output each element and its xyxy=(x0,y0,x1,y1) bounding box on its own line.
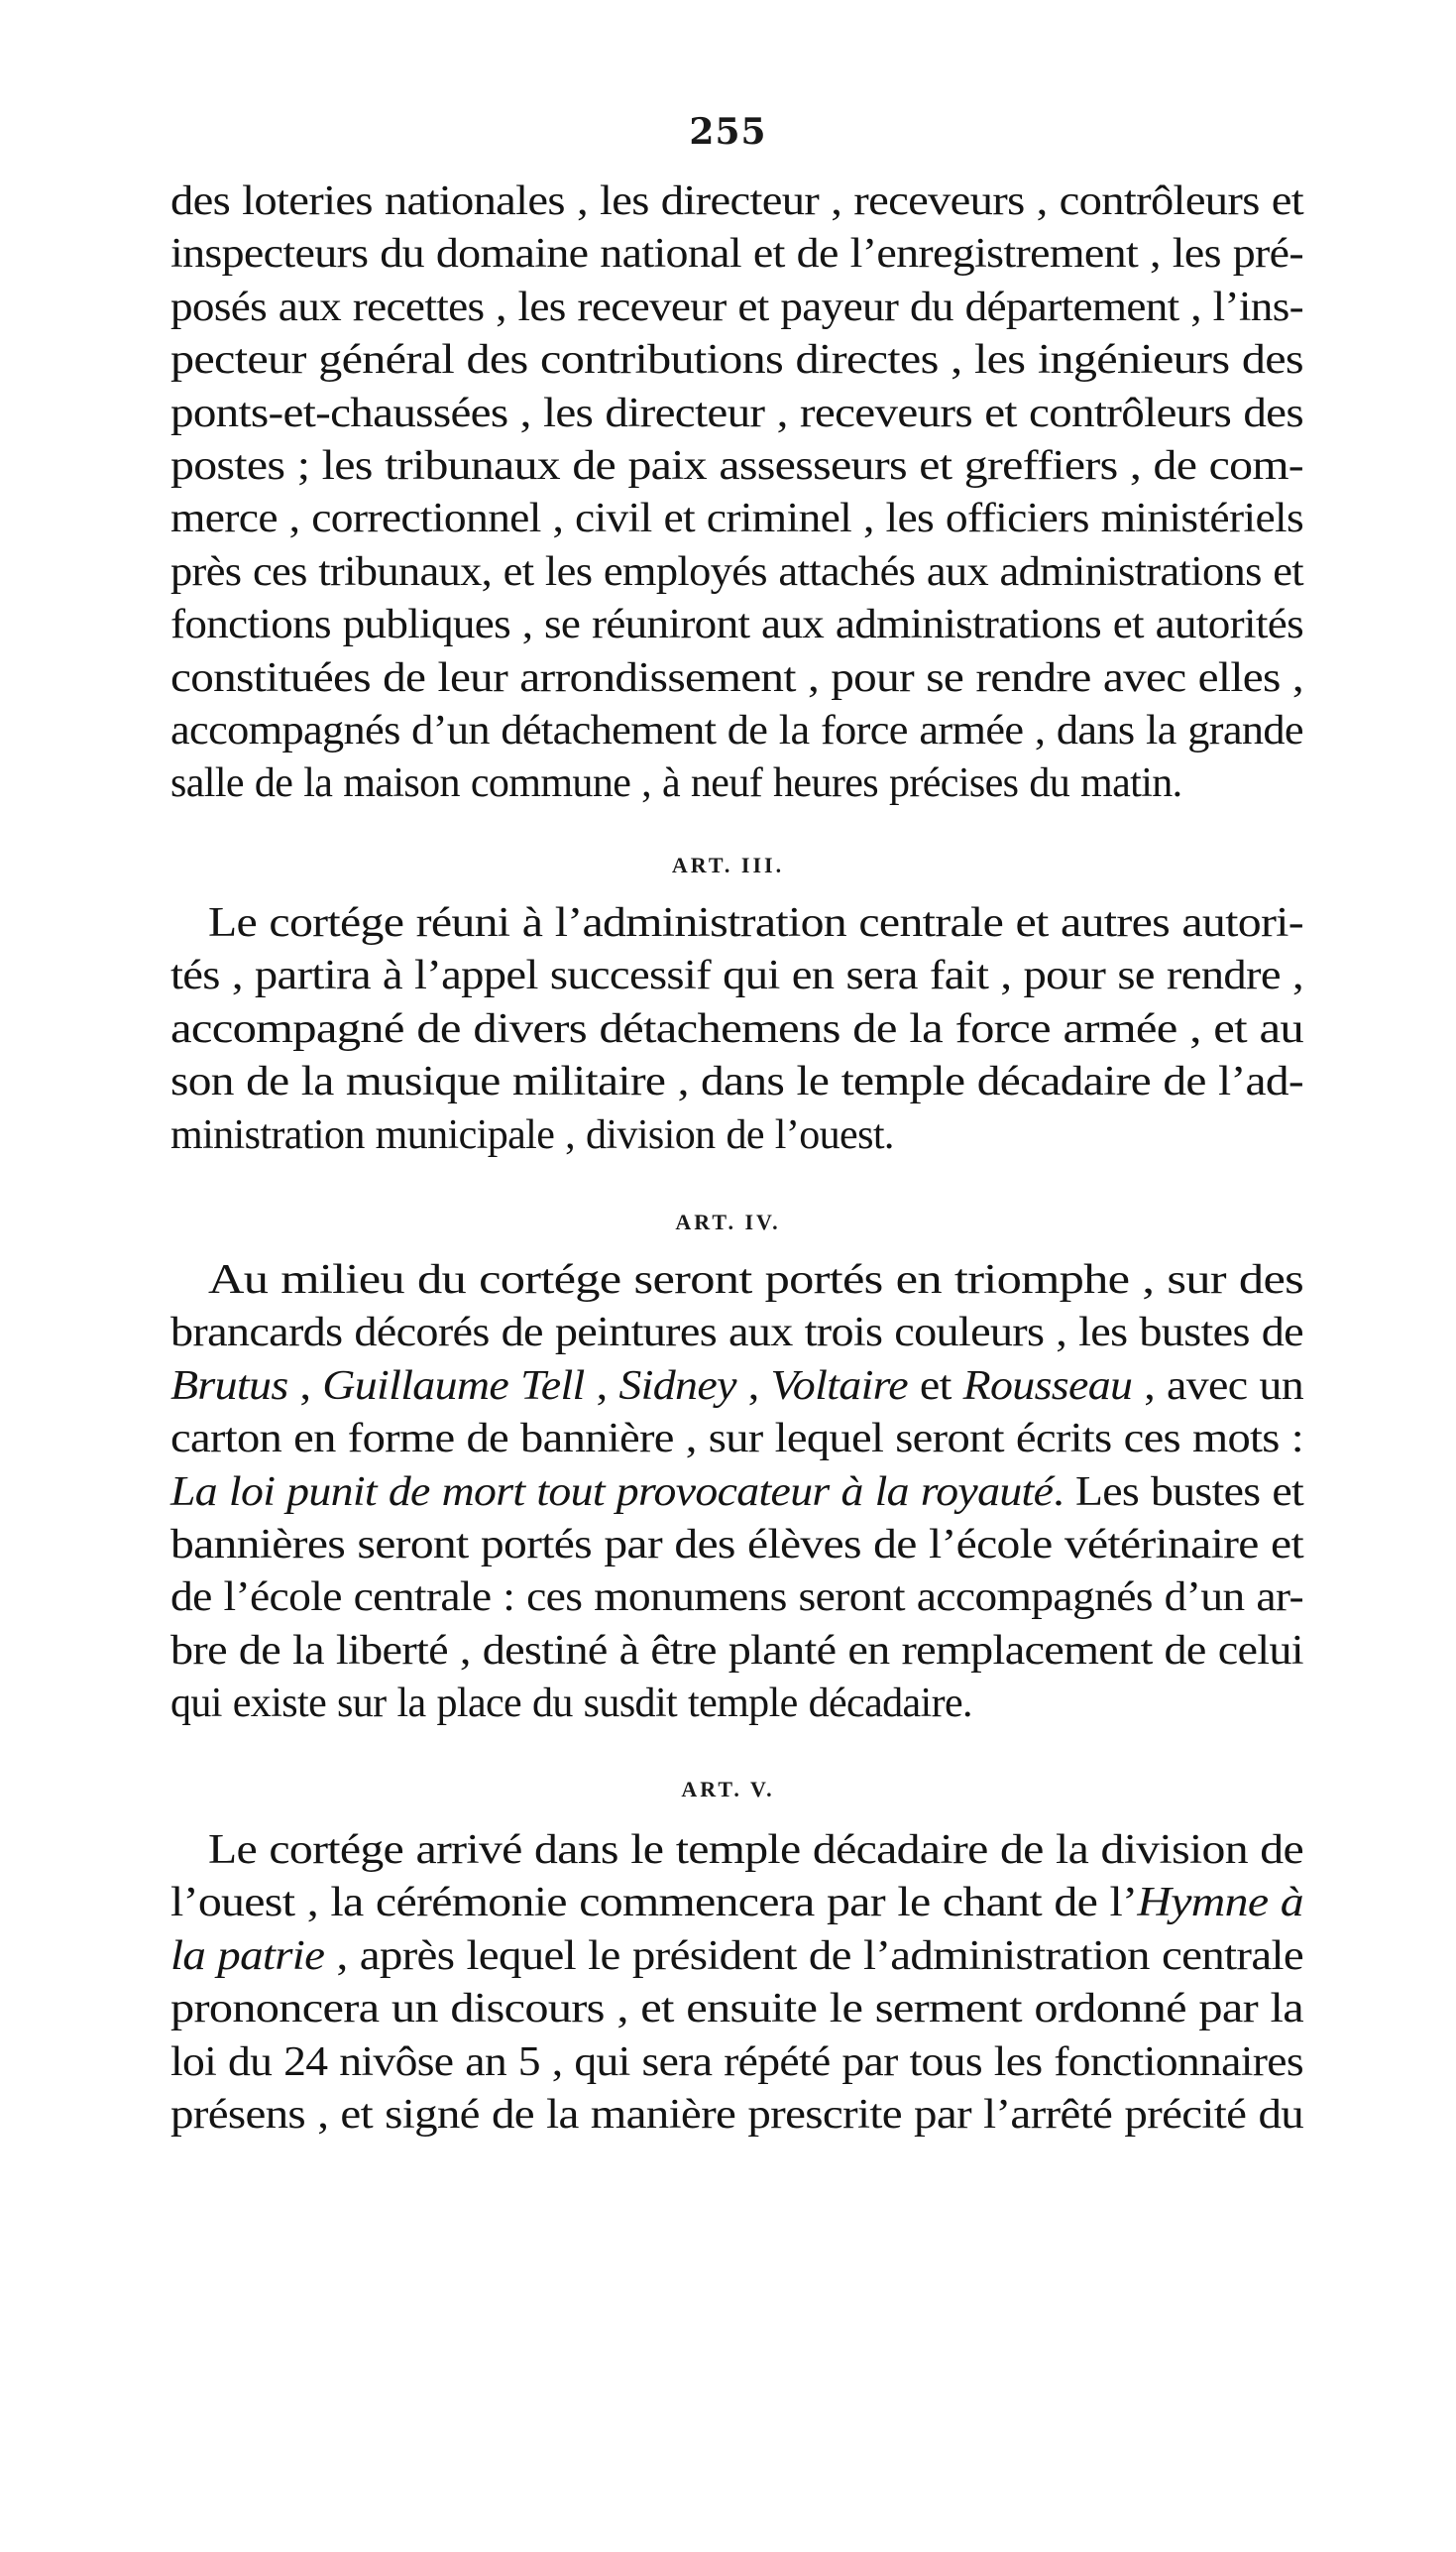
text-line: Le cortége réuni à l’administration centrale et autres autori- xyxy=(208,900,1304,946)
text-line-hymne: l’ouest , la cérémonie commencera par le chant de l’Hymne à xyxy=(170,1880,1303,1926)
text-line: merce , correctionnel , civil et criminel , les officiers ministériels xyxy=(170,496,1304,542)
article-heading-iii: ART. III. xyxy=(671,853,785,877)
text-line: brancards décorés de peintures aux trois couleurs , les bustes de xyxy=(170,1310,1303,1356)
text-line: qui existe sur la place du susdit temple décadaire. xyxy=(170,1681,972,1727)
text-line: fonctions publiques , se réuniront aux administrations et autorités xyxy=(170,602,1303,648)
text-line: constituées de leur arrondissement , pour se rendre avec elles , xyxy=(170,654,1303,701)
text-line: Au milieu du cortége seront portés en triomphe , sur des xyxy=(208,1257,1304,1303)
text-line: près ces tribunaux, et les employés attachés aux administrations et xyxy=(170,548,1304,595)
text-line: carton en forme de bannière , sur lequel seront écrits ces mots : xyxy=(170,1416,1304,1462)
text-line: présens , et signé de la manière prescrite par l’arrêté précité du xyxy=(170,2091,1304,2138)
text-line: des loteries nationales , les directeur , receveurs , contrôleurs et xyxy=(170,178,1304,224)
text-line: ponts-et-chaussées , les directeur , receveurs et contrôleurs des xyxy=(170,390,1304,436)
text-line-names: Brutus , Guillaume Tell , Sidney , Voltaire et Rousseau , avec un xyxy=(170,1362,1304,1409)
text-line-patrie: la patrie , après lequel le président de l’administration centrale xyxy=(170,1932,1303,1979)
text-line: salle de la maison commune , à neuf heures précises du matin. xyxy=(170,760,1182,807)
text-line-motto: La loi punit de mort tout provocateur à la royauté. Les bustes et xyxy=(170,1468,1304,1515)
text-line: accompagnés d’un détachement de la force armée , dans la grande xyxy=(170,707,1303,754)
text-line: prononcera un discours , et ensuite le serment ordonné par la xyxy=(170,1986,1303,2032)
text-line: Le cortége arrivé dans le temple décadaire de la division de xyxy=(208,1827,1304,1873)
text-line: tés , partira à l’appel successif qui en sera fait , pour se rendre , xyxy=(170,953,1303,999)
article-v-paragraph xyxy=(170,1824,1303,2142)
article-iv-paragraph xyxy=(170,1254,1303,1731)
text-line: bannières seront portés par des élèves de l’école vétérinaire et xyxy=(170,1521,1303,1567)
text-line: ministration municipale , division de l’ouest. xyxy=(170,1111,894,1158)
text-line: pecteur général des contributions directes , les ingénieurs des xyxy=(170,337,1303,384)
page-number: 255 xyxy=(689,111,767,153)
text-line: de l’école centrale : ces monumens seront accompagnés d’un ar- xyxy=(170,1574,1303,1621)
text-line: posés aux recettes , les receveur et payeur du département , l’ins- xyxy=(170,284,1304,330)
article-heading-iv: ART. IV. xyxy=(675,1210,781,1234)
text-line: inspecteurs du domaine national et de l’enregistrement , les pré- xyxy=(170,231,1304,278)
text-line: accompagné de divers détachemens de la force armée , et au xyxy=(170,1005,1304,1052)
text-line: postes ; les tribunaux de paix assesseurs et greffiers , de com- xyxy=(170,442,1304,489)
article-heading-v: ART. V. xyxy=(681,1777,775,1801)
text-line: loi du 24 nivôse an 5 , qui sera répété par tous les fonctionnaires xyxy=(170,2038,1303,2085)
text-line: son de la musique militaire , dans le temple décadaire de l’ad- xyxy=(170,1059,1304,1105)
article-iii-paragraph xyxy=(170,897,1303,1162)
continuation-paragraph xyxy=(170,175,1303,811)
text-line: bre de la liberté , destiné à être planté en remplacement de celui xyxy=(170,1627,1303,1674)
